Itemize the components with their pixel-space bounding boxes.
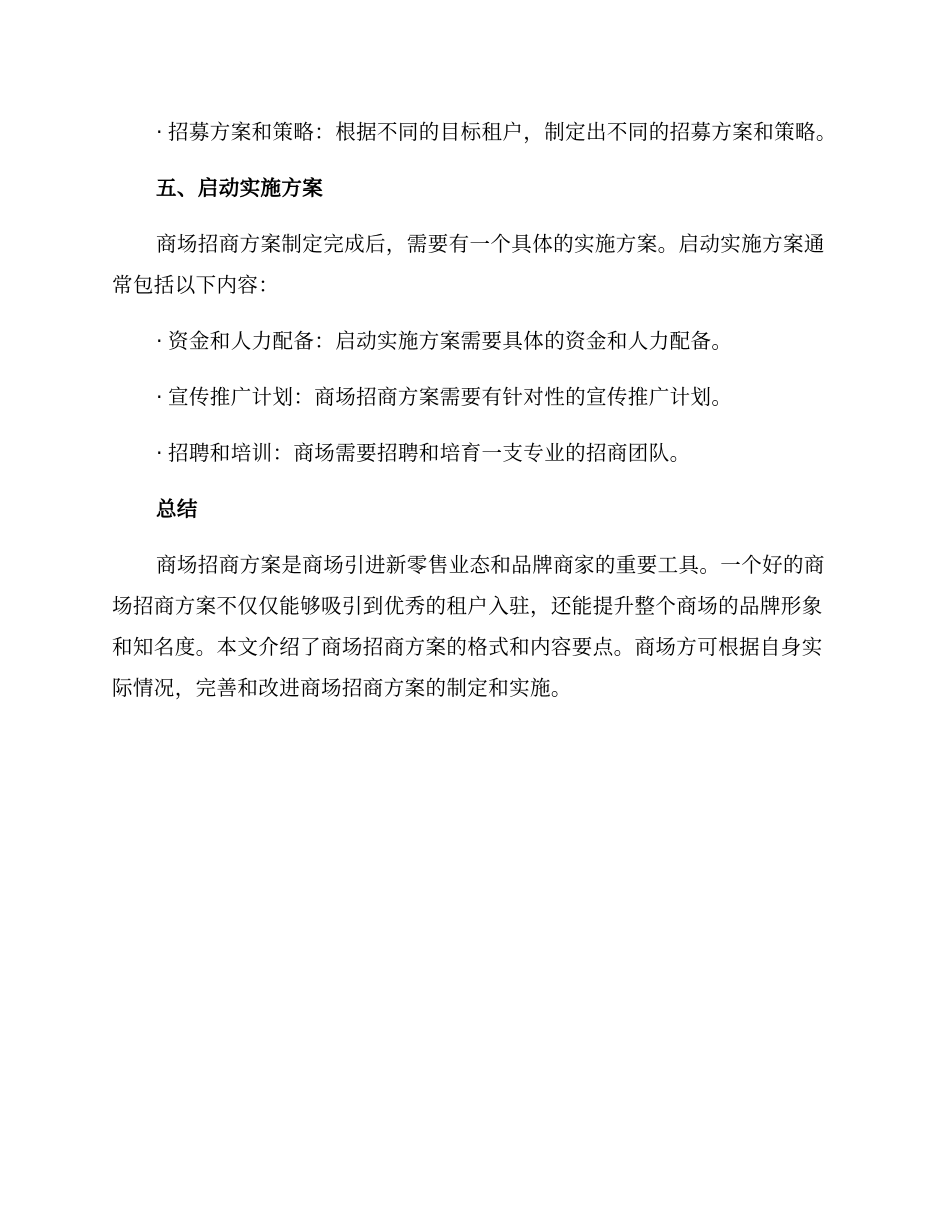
bullet-marker: · [156,120,163,144]
bullet-marker: · [156,329,163,353]
bullet-marker: · [156,385,163,409]
bullet-text: 招募方案和策略：根据不同的目标租户，制定出不同的招募方案和策略。 [168,120,837,144]
implementation-intro-paragraph: 商场招商方案制定完成后，需要有一个具体的实施方案。启动实施方案通常包括以下内容： [112,232,825,297]
section-heading-implementation: 五、启动实施方案 [156,176,324,200]
bullet-marker: · [156,441,163,465]
bullet-recruitment-strategy [112,112,838,153]
bullet-promotion-plan [112,377,838,418]
bullet-text: 招聘和培训：商场需要招聘和培育一支专业的招商团队。 [168,441,691,465]
bullet-recruiting-training [112,433,838,474]
bullet-text: 宣传推广计划：商场招商方案需要有针对性的宣传推广计划。 [168,385,733,409]
bullet-funding-staffing [112,321,838,362]
section-heading-summary: 总结 [156,497,198,521]
bullet-text: 资金和人力配备：启动实施方案需要具体的资金和人力配备。 [168,329,733,353]
summary-paragraph: 商场招商方案是商场引进新零售业态和品牌商家的重要工具。一个好的商场招商方案不仅仅能够吸引到优秀的租户入驻，还能提升整个商场的品牌形象和知名度。本文介绍了商场招商方案的格式和内容要点。商场方可根据自身实际情况，完善和改进商场招商方案的制定和实施。 [112,553,825,700]
